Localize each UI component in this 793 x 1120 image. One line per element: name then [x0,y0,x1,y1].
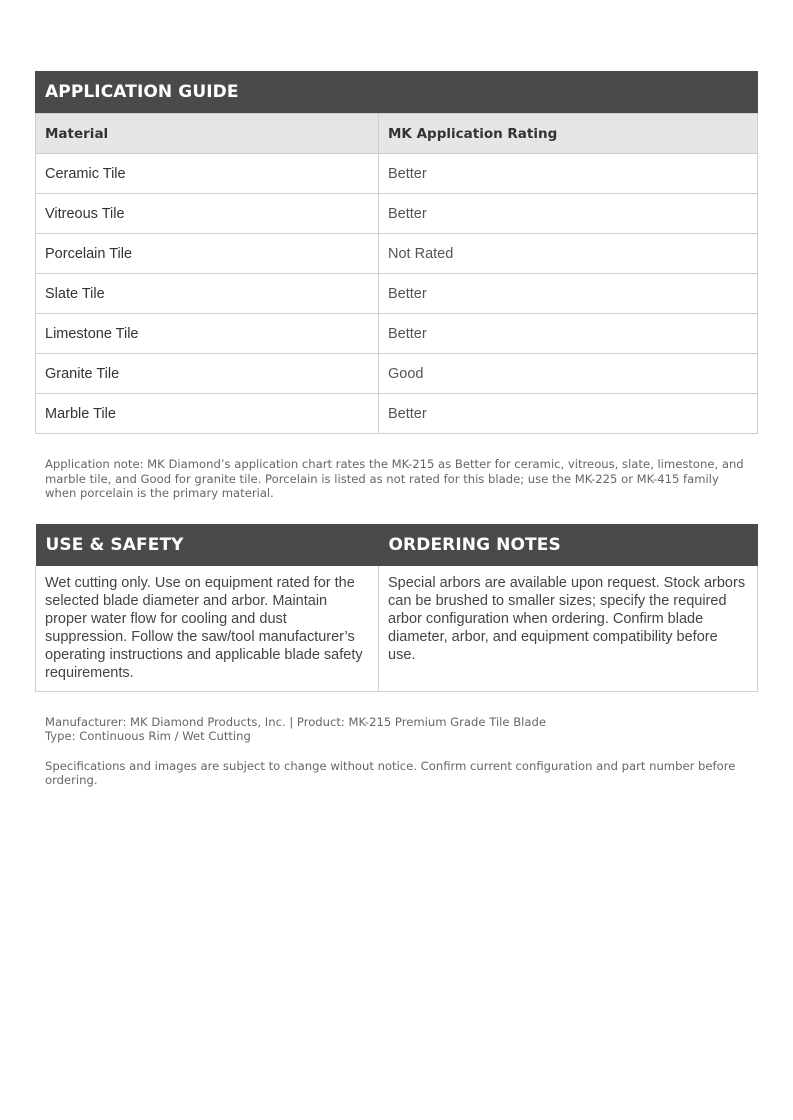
table-row [36,354,758,394]
table-row [36,394,758,434]
disclaimer: Specifications and images are subject to change without notice. Confirm current configuration and part number before ordering. [45,758,736,787]
material-cell: Slate Tile [36,274,379,314]
table-row [36,154,758,194]
use-safety-title: USE & SAFETY [36,524,379,566]
use-ordering-table [35,524,758,692]
column-header-material: Material [36,114,379,154]
product-meta [35,715,758,744]
ordering-notes-title: ORDERING NOTES [379,524,758,566]
ordering-notes-body: Special arbors are available upon request. Stock arbors can be brushed to smaller sizes; specify the required arbor configuration when ordering. Confirm blade diameter, arbor, and equipment compatibility before use. [388,574,746,663]
use-safety-body: Wet cutting only. Use on equipment rated for the selected blade diameter and arbor. Maintain proper water flow for cooling and dust suppression. Follow the saw/tool manufacturer’s operating instructions and applicable blade safety requirements. [45,574,363,681]
rating-cell: Better [379,274,758,314]
type-line: Type: Continuous Rim / Wet Cutting [45,729,251,743]
rating-cell: Better [379,194,758,234]
rating-cell: Better [379,154,758,194]
rating-cell: Better [379,314,758,354]
material-cell: Marble Tile [36,394,379,434]
rating-cell: Not Rated [379,234,758,274]
table-row [36,194,758,234]
application-guide-table [35,113,758,434]
spec-sheet-page [35,71,758,788]
rating-cell: Better [379,394,758,434]
material-cell: Ceramic Tile [36,154,379,194]
application-note: Application note: MK Diamond’s application chart rates the MK-215 as Better for ceramic, vitreous, slate, limestone, and marble tile, and Good for granite tile. Porcelain is listed as not rated for this blade; use the MK-225 or MK-415 family when porcelain is the primary material. [45,457,744,500]
application-guide-title: APPLICATION GUIDE [35,71,758,113]
material-cell: Vitreous Tile [36,194,379,234]
material-cell: Limestone Tile [36,314,379,354]
table-row [36,234,758,274]
table-row [36,314,758,354]
table-header-row [36,114,758,154]
manufacturer-line: Manufacturer: MK Diamond Products, Inc. | Product: MK-215 Premium Grade Tile Blade [45,714,546,729]
rating-cell: Good [379,354,758,394]
material-cell: Granite Tile [36,354,379,394]
column-header-rating: MK Application Rating [379,114,758,154]
table-row [36,274,758,314]
material-cell: Porcelain Tile [36,234,379,274]
